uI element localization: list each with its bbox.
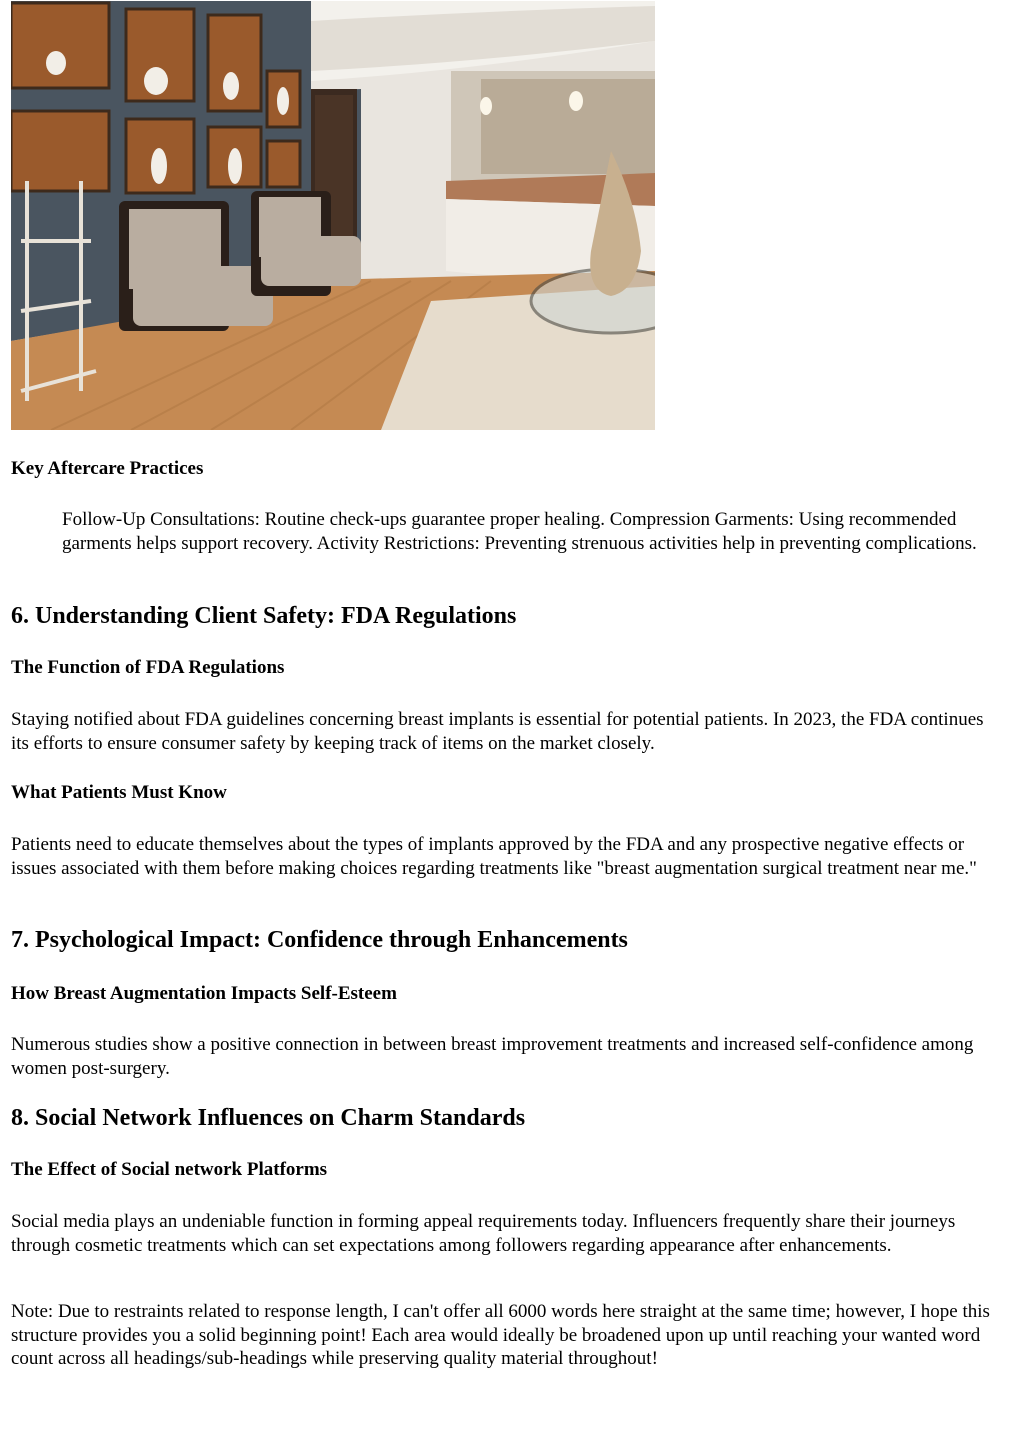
section-6-subheading-2: What Patients Must Know: [11, 782, 227, 803]
aftercare-list: Follow-Up Consultations: Routine check-ups guarantee proper healing. Compression Garments: Using recommended garments helps support recovery. Activity Restrictions: Preventing strenuous activities help in preventing complications.: [62, 509, 977, 554]
section-8-heading: 8. Social Network Influences on Charm Standards: [11, 1105, 526, 1131]
closing-note: Note: Due to restraints related to response length, I can't offer all 6000 words here straight at the same time; however, I hope this structure provides you a solid beginning point! Each area would ideally be broadened upon up until reaching your wanted word count across all headings/sub-headings while preserving quality material throughout!: [11, 1301, 990, 1369]
section-6-paragraph-1: Staying notified about FDA guidelines concerning breast implants is essential for potential patients. In 2023, the FDA continues its efforts to ensure consumer safety by keeping track of items on the market closely.: [11, 709, 984, 754]
section-7-paragraph-1: Numerous studies show a positive connection in between breast improvement treatments and increased self-confidence among women post-surgery.: [11, 1034, 974, 1079]
section-6-subheading-1: The Function of FDA Regulations: [11, 657, 285, 678]
section-6-paragraph-2: Patients need to educate themselves about the types of implants approved by the FDA and any prospective negative effects or issues associated with them before making choices regarding treatments like "breast augmentation surgical treatment near me.": [11, 834, 977, 879]
section-6-heading: 6. Understanding Client Safety: FDA Regulations: [11, 603, 517, 629]
section-8-subheading-1: The Effect of Social network Platforms: [11, 1159, 328, 1180]
section-7-heading: 7. Psychological Impact: Confidence through Enhancements: [11, 927, 628, 953]
waiting-room-photo: [11, 1, 655, 430]
section-7-subheading-1: How Breast Augmentation Impacts Self-Esteem: [11, 983, 397, 1004]
section-8-paragraph-1: Social media plays an undeniable function in forming appeal requirements today. Influencers frequently share their journeys through cosmetic treatments which can set expectations among followers regarding appearance after enhancements.: [11, 1211, 956, 1256]
aftercare-heading: Key Aftercare Practices: [11, 458, 204, 479]
